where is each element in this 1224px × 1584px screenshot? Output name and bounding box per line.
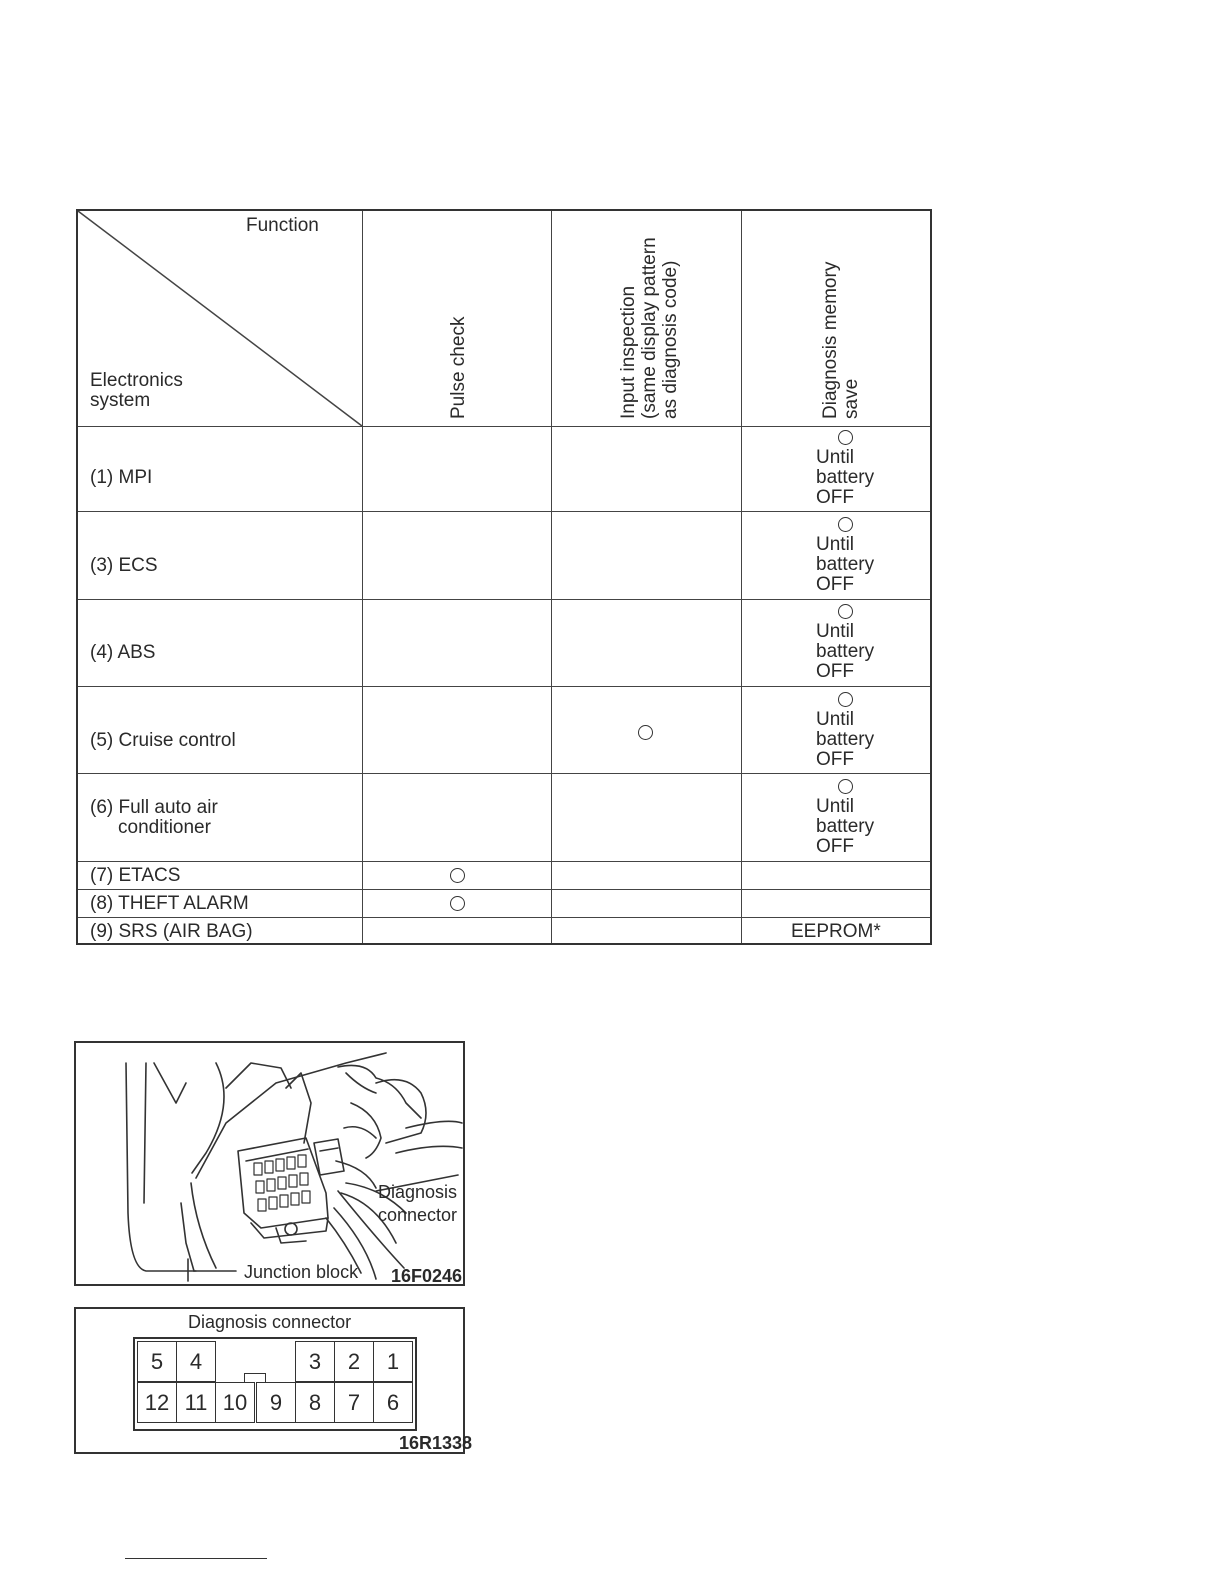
system-header-label-line2: system bbox=[90, 390, 151, 411]
table-row-divider bbox=[78, 511, 930, 512]
figure-code: 16R1338 bbox=[399, 1433, 473, 1453]
system-header-label-line1: Electronics bbox=[90, 370, 183, 391]
table-row-system: (1) MPI bbox=[90, 467, 153, 488]
diagnosis-function-table bbox=[76, 209, 932, 945]
connector-outline bbox=[133, 1337, 417, 1431]
pin-2: 2 bbox=[334, 1341, 374, 1382]
memory-save-cell: Until battery OFF bbox=[816, 430, 931, 508]
function-header-label: Function bbox=[246, 215, 319, 236]
memory-save-cell: Until battery OFF bbox=[816, 517, 931, 595]
table-row-system: (4) ABS bbox=[90, 642, 156, 663]
diagnosis-memory-column-header: Diagnosis memory save bbox=[820, 261, 862, 419]
table-column-divider bbox=[551, 211, 552, 943]
eeprom-label: EEPROM* bbox=[791, 921, 881, 942]
input-inspection-column-header: Input inspection (same display pattern as diagnosis code) bbox=[618, 237, 681, 419]
table-row-divider bbox=[78, 861, 930, 862]
diagnosis-connector-pinout bbox=[74, 1307, 473, 1454]
table-row-system: (5) Cruise control bbox=[90, 730, 236, 751]
circle-mark-icon bbox=[838, 517, 853, 532]
pin-8: 8 bbox=[295, 1382, 335, 1423]
pin-1: 1 bbox=[373, 1341, 413, 1382]
table-row-divider bbox=[78, 599, 930, 600]
memory-save-cell: Until battery OFF bbox=[816, 779, 931, 857]
memory-save-cell: Until battery OFF bbox=[816, 692, 931, 770]
junction-block-label: Junction block bbox=[244, 1262, 359, 1282]
table-row-system: (8) THEFT ALARM bbox=[90, 893, 249, 914]
table-row-system: (9) SRS (AIR BAG) bbox=[90, 921, 253, 942]
diagnosis-connector-label-line2: connector bbox=[378, 1205, 458, 1225]
table-row-divider bbox=[78, 917, 930, 918]
footnote-rule bbox=[125, 1558, 267, 1559]
pin-5: 5 bbox=[137, 1341, 177, 1382]
table-row-system: conditioner bbox=[118, 817, 211, 838]
pin-9: 9 bbox=[256, 1382, 296, 1423]
table-row-divider bbox=[78, 686, 930, 687]
circle-mark-icon bbox=[838, 430, 853, 445]
table-row-system: (6) Full auto air bbox=[90, 797, 218, 818]
circle-mark-icon bbox=[638, 725, 653, 740]
figure-code: 16F0246 bbox=[391, 1266, 463, 1286]
pin-12: 12 bbox=[137, 1382, 177, 1423]
pulse-check-column-header: Pulse check bbox=[448, 316, 469, 419]
pin-3: 3 bbox=[295, 1341, 335, 1382]
memory-save-cell: Until battery OFF bbox=[816, 604, 931, 682]
circle-mark-icon bbox=[838, 692, 853, 707]
pin-4: 4 bbox=[176, 1341, 216, 1382]
diagnosis-connector-label-line1: Diagnosis bbox=[378, 1182, 458, 1202]
pin-10: 10 bbox=[215, 1382, 255, 1423]
table-column-divider bbox=[741, 211, 742, 943]
table-row-system: (3) ECS bbox=[90, 555, 158, 576]
circle-mark-icon bbox=[838, 604, 853, 619]
circle-mark-icon bbox=[450, 896, 465, 911]
circle-mark-icon bbox=[838, 779, 853, 794]
pin-6: 6 bbox=[373, 1382, 413, 1423]
table-row-system: (7) ETACS bbox=[90, 865, 181, 886]
connector-latch bbox=[244, 1373, 266, 1382]
table-row-divider bbox=[78, 773, 930, 774]
dashboard-underside-drawing bbox=[76, 1043, 463, 1284]
pin-7: 7 bbox=[334, 1382, 374, 1423]
table-row-divider bbox=[78, 889, 930, 890]
pin-11: 11 bbox=[176, 1382, 216, 1423]
pinout-title: Diagnosis connector bbox=[188, 1312, 352, 1332]
circle-mark-icon bbox=[450, 868, 465, 883]
junction-block-illustration bbox=[74, 1041, 465, 1286]
